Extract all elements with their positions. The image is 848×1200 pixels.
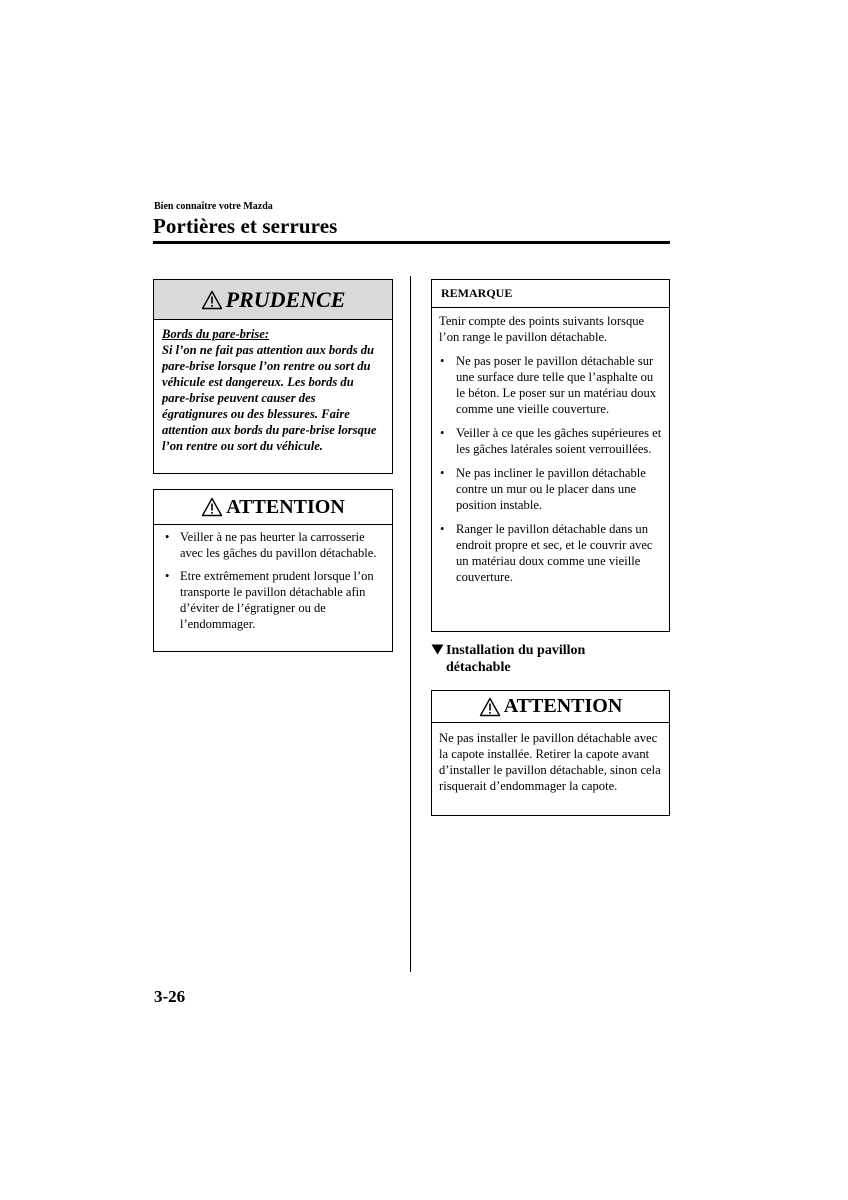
attention-body xyxy=(154,525,392,632)
warning-triangle-icon xyxy=(479,697,501,717)
section-heading-line1: Installation du pavillon xyxy=(446,643,586,658)
prudence-header xyxy=(154,280,392,320)
warning-triangle-icon xyxy=(201,497,223,517)
attention-header xyxy=(154,490,392,525)
page-number: 3-26 xyxy=(154,987,186,1006)
attention-label: ATTENTION xyxy=(503,695,623,717)
list-item: • Ne pas incliner le pavillon détachable contre un mur ou le placer dans une position instable. xyxy=(439,465,662,513)
section-heading xyxy=(431,642,585,676)
title-rule xyxy=(153,241,670,244)
attention-header xyxy=(432,691,669,723)
page-title: Portières et serrures xyxy=(153,214,338,238)
list-item: • Ne pas poser le pavillon détachable sur une surface dure telle que l’asphalte ou le béton. Le poser sur un matériau doux comme une vieille couverture. xyxy=(439,353,662,417)
attention-box-left xyxy=(153,489,393,652)
prudence-subtitle: Bords du pare-brise: xyxy=(162,327,270,341)
remarque-body xyxy=(432,308,669,585)
attention-body: Ne pas installer le pavillon détachable avec la capote installée. Retirer la capote avant d’installer le pavillon détachable, sinon cela risquerait d’endommager la capote. xyxy=(439,731,661,793)
section-heading-line2: détachable xyxy=(446,660,511,675)
list-item: • Ranger le pavillon détachable dans un endroit propre et sec, et le couvrir avec un matériau doux comme une vieille couverture. xyxy=(439,521,662,585)
list-item: • Veiller à ce que les gâches supérieures et les gâches latérales soient verrouillées. xyxy=(439,425,662,457)
down-triangle-icon xyxy=(431,644,444,655)
breadcrumb: Bien connaître votre Mazda xyxy=(154,201,273,212)
column-divider xyxy=(410,276,411,972)
list-item: • Veiller à ne pas heurter la carrosserie avec les gâches du pavillon détachable. xyxy=(164,529,382,561)
prudence-label: PRUDENCE xyxy=(225,286,346,312)
remarque-box xyxy=(431,279,670,632)
prudence-text: Si l’on ne fait pas attention aux bords du pare-brise lorsque l’on rentre ou sort du véhicule est dangereux. Les bords du pare-brise peuvent causer des égratignures ou des blessures. Faire attention aux bords du pare-brise lorsque l’on rentre ou sort du véhicule. xyxy=(162,343,377,453)
prudence-body xyxy=(154,320,392,454)
list-item: • Etre extrêmement prudent lorsque l’on transporte le pavillon détachable afin d’éviter de l’égratigner ou de l’endommager. xyxy=(164,568,382,632)
remarque-intro: Tenir compte des points suivants lorsque l’on range le pavillon détachable. xyxy=(439,314,645,344)
attention-box-right xyxy=(431,690,670,816)
warning-triangle-icon xyxy=(201,290,223,310)
attention-label: ATTENTION xyxy=(226,495,345,518)
remarque-header: REMARQUE xyxy=(432,280,669,308)
prudence-box xyxy=(153,279,393,474)
